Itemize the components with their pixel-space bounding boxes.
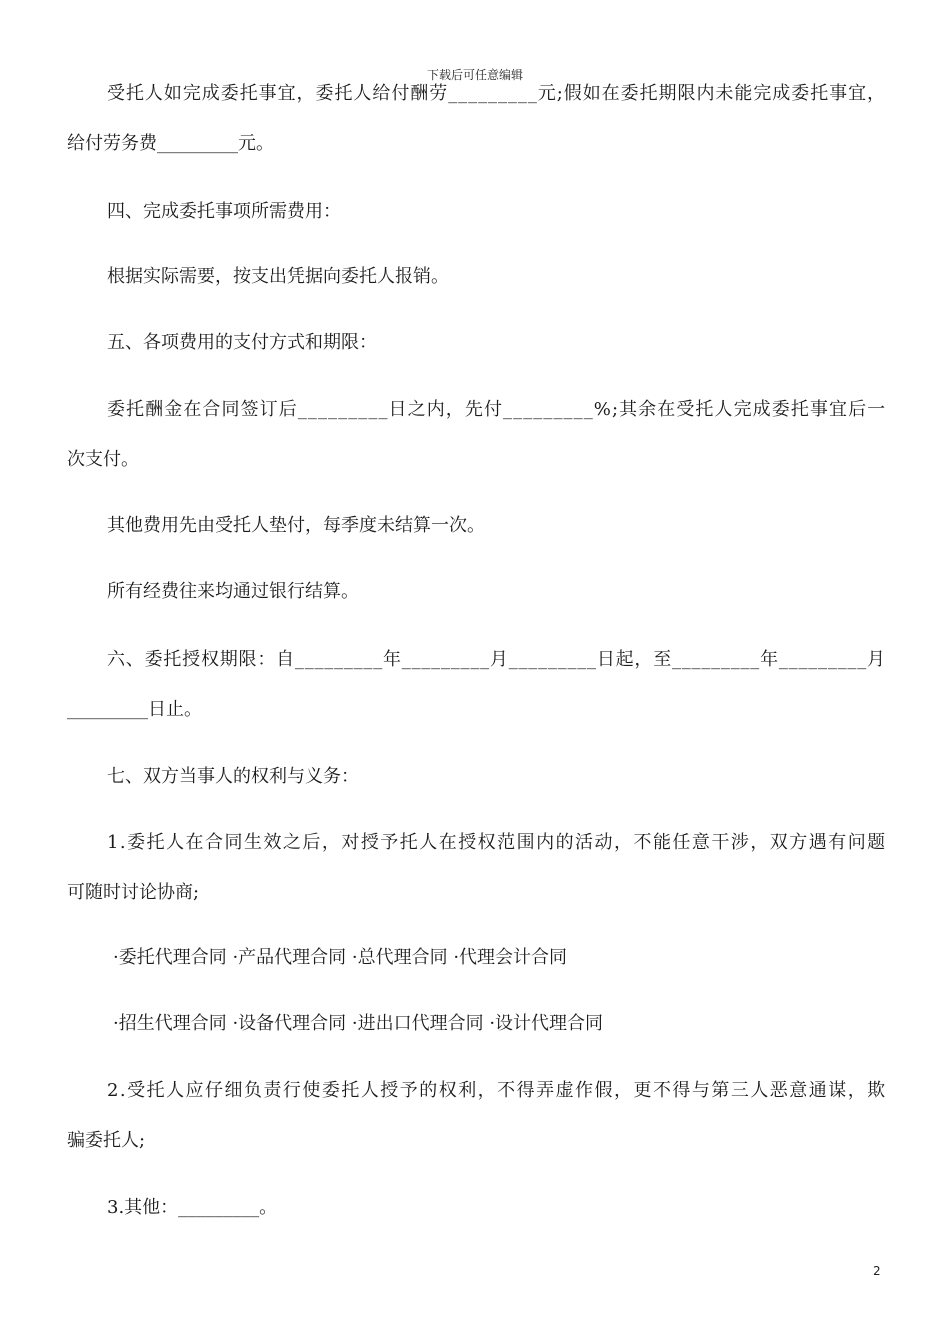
section-heading: 五、各项费用的支付方式和期限：	[107, 332, 377, 353]
paragraph-line: 受托人如完成委托事宜，委托人给付酬劳_________元;假如在委托期限内未能完成委托事宜，	[107, 83, 887, 104]
section-heading: 七、双方当事人的权利与义务：	[107, 766, 359, 787]
paragraph-line: _________日止。	[67, 699, 202, 720]
paragraph-line: 2.受托人应仔细负责行使委托人授予的权利，不得弄虚作假，更不得与第三人恶意通谋，欺	[107, 1080, 887, 1101]
related-links-row: ·委托代理合同 ·产品代理合同 ·总代理合同 ·代理会计合同	[113, 947, 568, 968]
paragraph-line: 给付劳务费_________元。	[67, 133, 274, 154]
section-heading: 六、委托授权期限：自_________年_________月_________日起，至_________年_________月	[107, 649, 886, 670]
paragraph-line: 所有经费往来均通过银行结算。	[107, 581, 359, 602]
paragraph-line: 委托酬金在合同签订后_________日之内，先付_________%;其余在受托人完成委托事宜后一	[107, 399, 887, 420]
header-note: 下载后可任意编辑	[426, 68, 523, 82]
section-heading: 四、完成委托事项所需费用：	[107, 201, 341, 222]
paragraph-line: 根据实际需要，按支出凭据向委托人报销。	[107, 266, 449, 287]
paragraph-line: 其他费用先由受托人垫付，每季度未结算一次。	[107, 515, 485, 536]
paragraph-line: 次支付。	[67, 449, 139, 470]
paragraph-line: 3.其他：_________。	[107, 1197, 278, 1218]
related-links-row: ·招生代理合同 ·设备代理合同 ·进出口代理合同 ·设计代理合同	[113, 1013, 604, 1034]
paragraph-line: 可随时讨论协商;	[67, 882, 200, 903]
paragraph-line: 1.委托人在合同生效之后，对授予托人在授权范围内的活动，不能任意干涉，双方遇有问题	[107, 832, 887, 853]
page-number: 2	[873, 1264, 881, 1278]
paragraph-line: 骗委托人;	[67, 1130, 146, 1151]
